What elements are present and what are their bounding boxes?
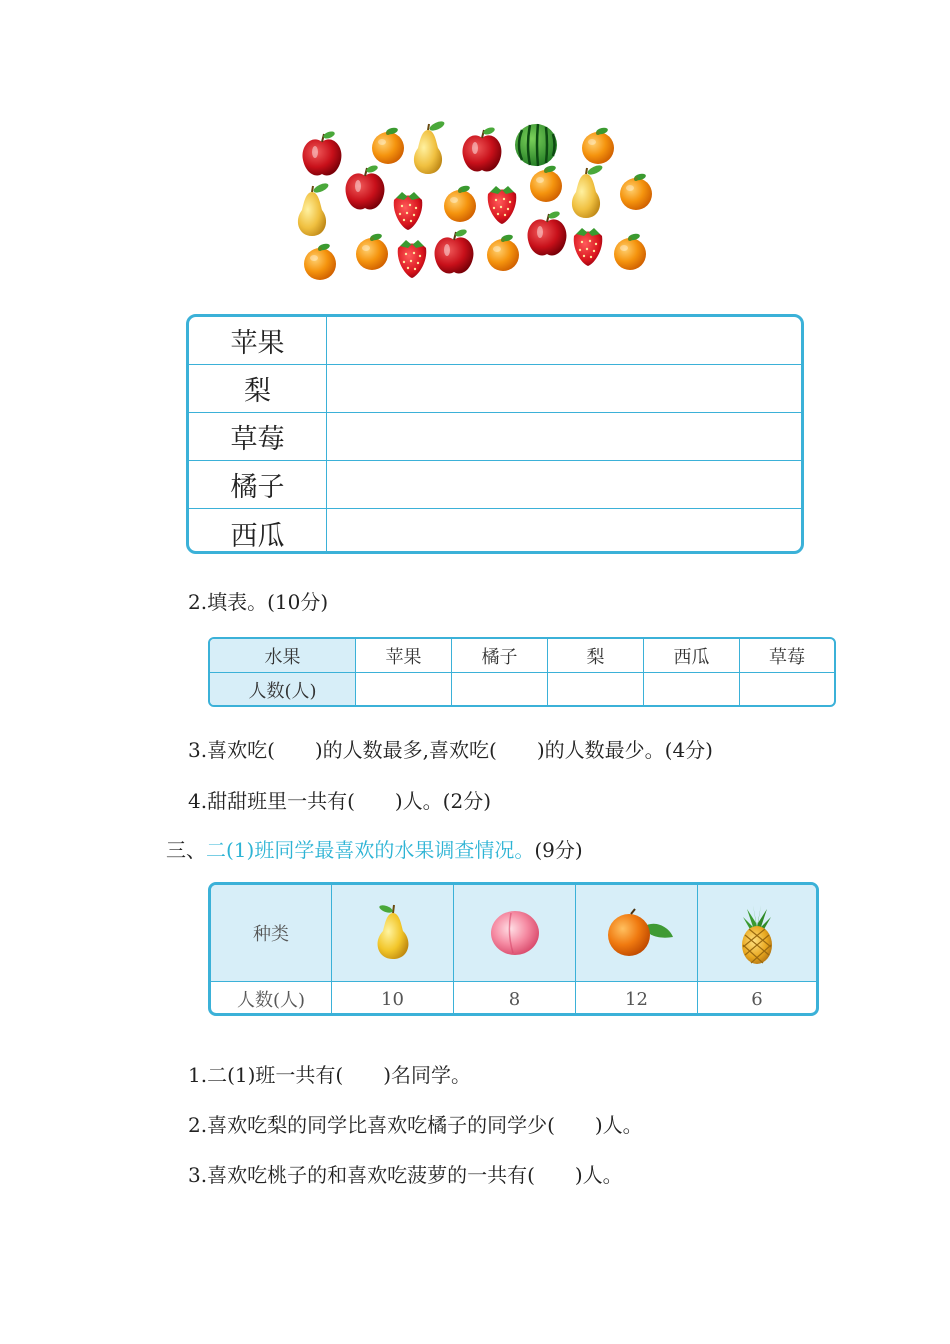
- question-3: 3.喜欢吃( )的人数最多,喜欢吃( )的人数最少。(4分): [188, 738, 713, 762]
- tally-cell-strawberry[interactable]: [327, 413, 801, 460]
- fruit-cluster-image: [290, 118, 660, 288]
- question-2: 2.填表。(10分): [188, 590, 329, 614]
- section-3-score: (9分): [534, 838, 583, 862]
- survey-cell-orange: [576, 885, 698, 981]
- section-3-title: 二(1)班同学最喜欢的水果调查情况。: [206, 838, 535, 862]
- sub-question-3: 3.喜欢吃桃子的和喜欢吃菠萝的一共有( )人。: [188, 1163, 623, 1187]
- fill-table-blank-cell[interactable]: [644, 673, 740, 706]
- fill-table-blank-cell[interactable]: [548, 673, 644, 706]
- tally-label-apple: 苹果: [189, 317, 327, 364]
- fill-table-header-label: 水果: [210, 639, 356, 672]
- peach-icon: [487, 907, 543, 959]
- survey-count-row: [211, 982, 816, 1016]
- fill-table-col-strawberry: 草莓: [769, 646, 805, 668]
- tally-row: [189, 365, 801, 413]
- survey-count-peach: 8: [454, 982, 576, 1016]
- fill-table-blank-cell[interactable]: [740, 673, 834, 706]
- sub-question-1: 1.二(1)班一共有( )名同学。: [188, 1063, 472, 1087]
- fill-table-col-watermelon: 西瓜: [644, 639, 740, 672]
- tally-row: [189, 509, 801, 554]
- sub-question-2: 2.喜欢吃梨的同学比喜欢吃橘子的同学少( )人。: [188, 1113, 643, 1137]
- survey-count-orange: 12: [576, 982, 698, 1016]
- fill-table-col-orange: 橘子: [452, 639, 548, 672]
- tally-row: [189, 317, 801, 365]
- section-3-prefix: 三、: [166, 838, 206, 862]
- tally-label-watermelon: 西瓜: [189, 509, 327, 554]
- survey-cell-pear: [332, 885, 454, 981]
- pear-icon: [371, 903, 415, 963]
- fill-table-col-pear: 梨: [548, 639, 644, 672]
- pineapple-icon: [735, 901, 779, 965]
- section-3-heading: [166, 834, 583, 863]
- survey-row-label: 人数(人): [211, 982, 332, 1016]
- tally-label-strawberry: 草莓: [189, 413, 327, 460]
- tally-cell-orange[interactable]: [327, 461, 801, 508]
- tally-table: [186, 314, 804, 554]
- survey-cell-pineapple: [698, 885, 816, 981]
- question-4: 4.甜甜班里一共有( )人。(2分): [188, 789, 492, 813]
- survey-header-row: [211, 885, 816, 982]
- tally-cell-apple[interactable]: [327, 317, 801, 364]
- fill-table-header-row: [210, 639, 834, 673]
- fill-table: [208, 637, 836, 707]
- survey-table: [208, 882, 819, 1016]
- tally-row: [189, 413, 801, 461]
- tally-label-orange: 橘子: [189, 461, 327, 508]
- tally-row: [189, 461, 801, 509]
- fill-table-count-row: [210, 673, 834, 706]
- orange-icon: [599, 907, 675, 959]
- tally-cell-watermelon[interactable]: [327, 509, 801, 554]
- fill-table-blank-cell[interactable]: [452, 673, 548, 706]
- fill-table-col-apple: 苹果: [356, 639, 452, 672]
- tally-label-pear: 梨: [189, 365, 327, 412]
- survey-count-pear: 10: [332, 982, 454, 1016]
- fill-table-blank-cell[interactable]: [356, 673, 452, 706]
- survey-count-pineapple: 6: [751, 988, 763, 1010]
- fill-table-row-label: 人数(人): [210, 673, 356, 706]
- survey-header-label: 种类: [211, 885, 332, 981]
- tally-cell-pear[interactable]: [327, 365, 801, 412]
- survey-cell-peach: [454, 885, 576, 981]
